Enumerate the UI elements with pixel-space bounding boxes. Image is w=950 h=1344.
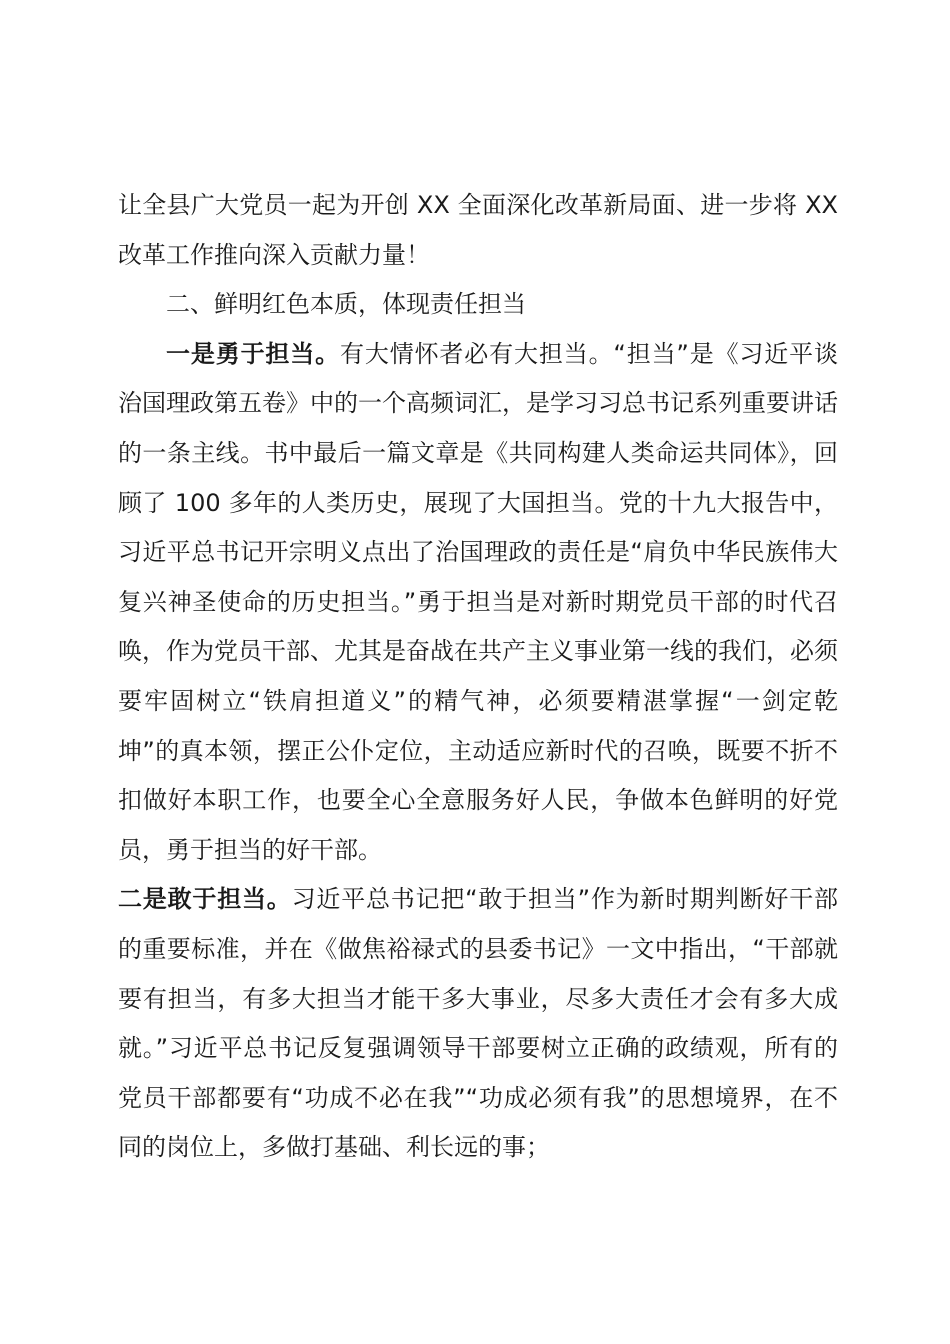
paragraph-lead-bold: 二是敢于担当。 (118, 885, 292, 914)
document-body (118, 181, 838, 1173)
paragraph-text: 有大情怀者必有大担当。“担当”是《习近平谈治国理政第五卷》中的一个高频词汇，是学习习总书记系列重要讲话的一条主线。书中最后一篇文章是《共同构建人类命运共同体》，回顾了 100 多年的人类历史，展现了大国担当。党的十九大报告中，习近平总书记开宗明义点出了治国理政的责任是“肩负中华民族伟大复兴神圣使命的历史担当。”勇于担当是对新时期党员干部的时代召唤，作为党员干部、尤其是奋战在共产主义事业第一线的我们，必须要牢固树立“铁肩担道义”的精气神，必须要精湛掌握“一剑定乾坤”的真本领，摆正公仆定位，主动适应新时代的召唤，既要不折不扣做好本职工作，也要全心全意服务好人民，争做本色鲜明的好党员，勇于担当的好干部。 (118, 339, 838, 864)
paragraph-continuation: 让全县广大党员一起为开创 XX 全面深化改革新局面、进一步将 XX 改革工作推向深入贡献力量！ (118, 191, 838, 269)
paragraph-lead-bold: 一是勇于担当。 (166, 339, 340, 368)
paragraph-courage-to-take-responsibility (118, 330, 838, 876)
paragraph-text: 习近平总书记把“敢于担当”作为新时期判断好干部的重要标准，并在《做焦裕禄式的县委书记》一文中指出，“干部就要有担当，有多大担当才能干多大事业，尽多大责任才会有多大成就。”习近平总书记反复强调领导干部要树立正确的政绩观，所有的党员干部都要有“功成不必在我”“功成必须有我”的思想境界，在不同的岗位上，多做打基础、利长远的事； (118, 885, 839, 1162)
section-heading: 二、鲜明红色本质，体现责任担当 (166, 290, 526, 319)
paragraph-dare-to-take-responsibility (118, 875, 838, 1173)
